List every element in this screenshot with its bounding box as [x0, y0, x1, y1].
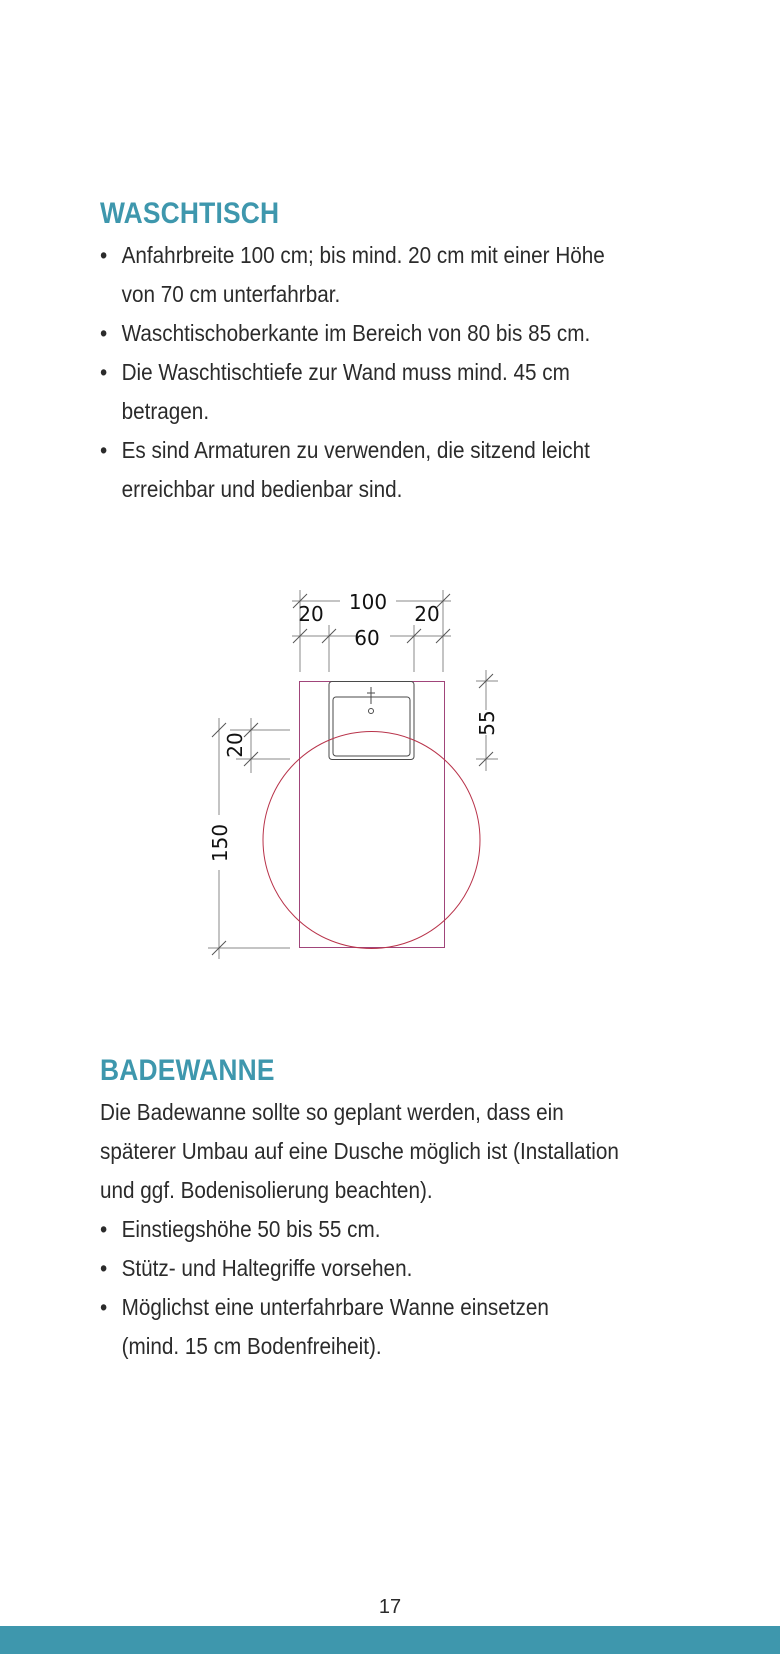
- list-item: [100, 1288, 699, 1366]
- waschtisch-heading: WASCHTISCH: [100, 197, 280, 230]
- list-item: [100, 236, 699, 314]
- bullet-glyph: •: [100, 437, 108, 463]
- waschtisch-bullet-list: [100, 236, 699, 509]
- list-item-line: von 70 cm unterfahrbar.: [121, 281, 341, 307]
- dim-label-60: 60: [354, 626, 380, 650]
- list-item-line: (mind. 15 cm Bodenfreiheit).: [121, 1333, 382, 1359]
- list-item: [100, 1210, 699, 1249]
- washbasin-clearance-diagram: [190, 575, 520, 965]
- bullet-glyph: •: [100, 1294, 108, 1320]
- bullet-glyph: •: [100, 1255, 108, 1281]
- drain-icon: [369, 709, 374, 714]
- turning-circle: [263, 732, 480, 949]
- list-item-line: Es sind Armaturen zu verwenden, die sitzend leicht: [121, 437, 590, 463]
- dim-label-100: 100: [348, 590, 388, 614]
- intro-line: und ggf. Bodenisolierung beachten).: [100, 1177, 433, 1203]
- list-item-line: Stütz- und Haltegriffe vorsehen.: [121, 1255, 413, 1281]
- list-item: [100, 353, 699, 431]
- clearance-area-rect: [300, 682, 445, 948]
- badewanne-intro: [100, 1093, 699, 1210]
- intro-line: späterer Umbau auf eine Dusche möglich ist (Installation: [100, 1138, 619, 1164]
- list-item-line: Waschtischoberkante im Bereich von 80 bis 85 cm.: [121, 320, 591, 346]
- footer-color-bar: [0, 1626, 780, 1654]
- dim-label-20-right: 20: [414, 602, 440, 626]
- list-item: [100, 314, 699, 353]
- list-item-line: Möglichst eine unterfahrbare Wanne einsetzen: [121, 1294, 549, 1320]
- bullet-glyph: •: [100, 242, 108, 268]
- bullet-glyph: •: [100, 1216, 108, 1242]
- list-item-line: Einstiegshöhe 50 bis 55 cm.: [121, 1216, 381, 1242]
- list-item-line: erreichbar und bedienbar sind.: [121, 476, 403, 502]
- list-item-line: betragen.: [121, 398, 210, 424]
- list-item: [100, 431, 699, 509]
- badewanne-heading: BADEWANNE: [100, 1054, 275, 1087]
- dim-label-20-vertical: 20: [223, 732, 247, 758]
- list-item: [100, 1249, 699, 1288]
- dim-label-150: 150: [208, 823, 232, 863]
- dim-label-20-left: 20: [298, 602, 324, 626]
- bullet-glyph: •: [100, 320, 108, 346]
- badewanne-bullet-list: [100, 1210, 699, 1366]
- dim-label-55: 55: [475, 710, 499, 736]
- list-item-line: Anfahrbreite 100 cm; bis mind. 20 cm mit einer Höhe: [121, 242, 605, 268]
- list-item-line: Die Waschtischtiefe zur Wand muss mind. 45 cm: [121, 359, 570, 385]
- bullet-glyph: •: [100, 359, 108, 385]
- page-number: 17: [378, 1596, 402, 1618]
- intro-line: Die Badewanne sollte so geplant werden, dass ein: [100, 1099, 564, 1125]
- badewanne-section: [100, 1053, 700, 1366]
- waschtisch-section: [100, 196, 700, 509]
- washbasin-inner: [333, 697, 410, 756]
